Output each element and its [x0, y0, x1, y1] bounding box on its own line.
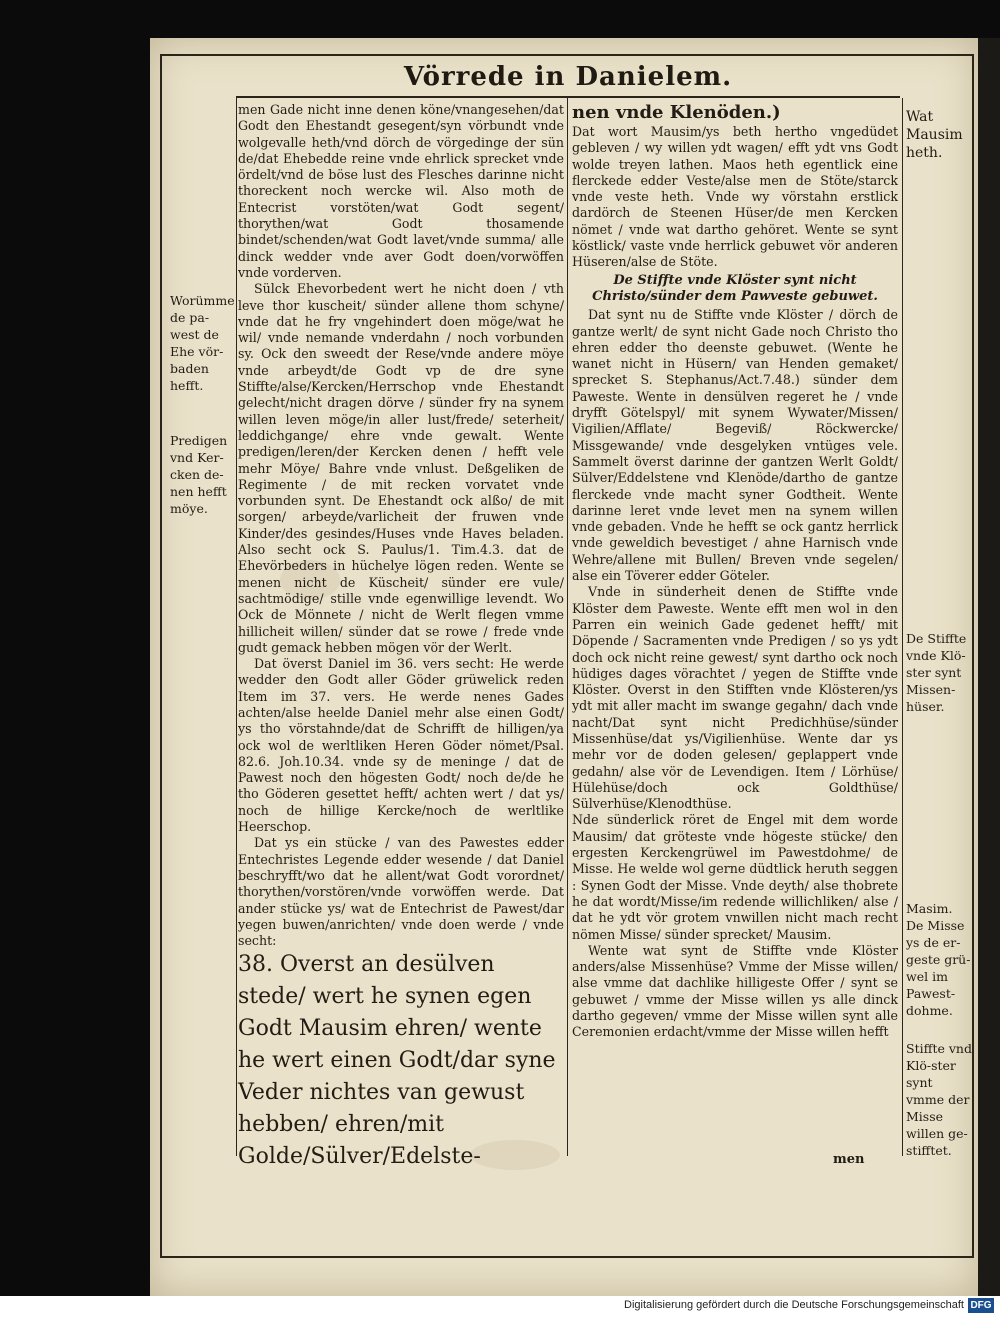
right-marginal-note: De Stiffte vnde Klö-ster synt Missen-hüser. — [906, 631, 967, 714]
right-paragraph-3: Vnde in sünderheit denen de Stiffte vnde Klöster dem Paweste. Wente efft men wol in den Parren ein weinich Gade gedenet hefft/ mit Döpende / Sacramenten vnde Predigen / so ys ydt doch ock nicht reine gewest/ synt dartho ock noch hüdiges dages vörachtet / yegen de Stiffte vnde Klöster. Overst in den Stifften vnde Klösteren/ys ydt mit aller macht im swange gegahn/ dach vnde nacht/Dat synt nicht Predichhüse/sünder Missenhüse/dat ys/Vigilienhüse. Wente dar ys mehr vor de doden gelesen/ geplappert vnde gedahn/ alse vör de Levendigen. Item / Lörhüse/ Hülehüse/doch ock Goldthüse/ Sülverhüse/Klenodthüse. — [572, 584, 898, 812]
catchword: men — [833, 1152, 865, 1167]
left-paragraph-3: Dat överst Daniel im 36. vers secht: He werde wedder den Godt aller Göder grüwelick reden Item im 37. vers. He werde nenes Gades achten/alse heelde Daniel mehr alse einen Godt/ ys tho vörstahnde/dat de Schrifft de hilligen/ya ock wol de werltliken Heren Göder nömet/Psal. 82.6. Joh.10.34. vnde sy de meninge / dat de Pawest noch den högesten Godt/ noch de/de he tho Göderen gesettet hefft/ achten wert / dat ys/ noch de hillige Kercke/noch de werltlike Heerschop. — [238, 656, 564, 835]
left-paragraph-1: men Gade nicht inne denen köne/vnangesehen/dat Godt den Ehestandt gesegent/syn vörbundt vnde wolgevalle heth/vnd dörch de vörgedinge der sün de/dat Ehebedde reine vnde ehrlick sprecket vnde ördelt/vnd de böse lust des Flesches darinne nicht thoreckent noch wercke wil. Also moth de Entecrist vorstöten/wat Godt segent/ thorythen/wat Godt thosamende bindet/schenden/wat Godt lavet/vnde summa/ alle dinck wedder vnde aver Godt doen/vorwöffen vnde vorderven. — [238, 102, 564, 280]
column-divider — [567, 98, 568, 1156]
left-marginal-note: Worümme de pa-west de Ehe vör-baden hefft. — [170, 293, 235, 393]
running-header-title: Vörrede in Danielem. — [403, 62, 733, 92]
footer-text: Digitalisierung gefördert durch die Deutsche Forschungsgemeinschaft — [624, 1299, 964, 1311]
right-paragraph-4: Nde sünderlick röret de Engel mit dem worde Mausim/ dat gröteste vnde högeste stücke/ den ergesten Kerckengrüwel im Pawestdohme/ de Misse. He welde wol gerne düdtlick heruth seggen : Synen Godt der Misse. Vnde deyth/ alse thobrete he dat wordt/Misse/im redende willichliken/ alse / dat he ydt vör grotem vnwillen nicht mach recht nömen Misse/ sünder sprecket/ Mausim. — [572, 812, 898, 942]
right-marginal-note: Masim. De Misse ys de er-geste grü-wel im Pawest-dohme. — [906, 901, 971, 1018]
left-margin-rule — [236, 98, 237, 1156]
section-heading: De Stiffte vnde Klöster synt nicht Christo/sünder dem Pawveste gebuwet. — [592, 272, 878, 304]
book-edge — [978, 38, 1000, 1296]
right-first-line: nen vnde Klenöden.) — [572, 102, 781, 123]
right-paragraph-2: Dat synt nu de Stiffte vnde Klöster / dörch de gantze werlt/ de synt nicht Gade noch Christo tho ehren edder tho deenste gebuwet. (Wente he wanet nicht in Hüsern/ van Henden gemaket/ sprecket S. Stephanus/Act.7.48.) sünder dem Paweste. Wente in densülven regeret he / vnde dryfft Götelspyl/ mit synem Wywater/Missen/ Vigilien/Afflate/ Begeviß/ Röckwercke/ Missgewande/ vnde desgelyken vntüges vele. Sammelt överst darinne der gantzen Werlt Goldt/ Sülver/Eddelstene vnd Klenöde/dartho de gantze flerckede vnde macht syner Godtheit. Wente darinne leret vnde levet men na synem willen vnde gebaden. Vnde he hefft se ock gantz herrlick vnde geweldich bevestiget / ahne Harnisch vnde Wehre/allene mit Bullen/ Breven vnde segelen/ alse ein Töverer edder Göteler. — [572, 307, 898, 584]
left-paragraph-2: Sülck Ehevorbedent wert he nicht doen / vth leve thor kuscheit/ sünder allene thom schyne/ vnde dat he fry vngehindert doen möge/wat he wil/ vnde nemande vnderdahn / noch vorbunden sy. Ock den sweedt der Rese/vnde andere möye vnde arbeydt/de Godt vp de dre syne Stiffte/alse/Kercken/Herrschop vnde Ehestandt gelecht/nicht dragen dörve / sünder fry na synem willen leven möge/in aller lust/frede/ seterheit/ leddichgange/ ehre vnde gewalt. Wente predigen/leren/der Kercken denen / hefft vele mehr Möye/ Bahre vnde vnlust. Deßgeliken de Regimente / de mit recken vorvatet vnde vorbunden synt. De Ehestandt ock alßo/ de mit sorgen/ arbeyde/varlicheit der fruwen vnde Kinder/des gesindes/Huses vnde Haves beladen. Also secht ock S. Paulus/1. Tim.4.3. dat de Ehevörbeders in hüchelye lögen reden. Wente se menen nicht de Küscheit/ sünder ere vule/ sachtmödige/ stille vnde egenwillige levendt. Wo Ock de Mönnete / nicht de Werlt flegen vmme hillicheit willen/ sünder dat se rowe / frede vnde gudt gemack hebben mögen vör der Werlt. — [238, 281, 564, 655]
digitization-footer — [0, 1296, 1000, 1317]
right-marginal-note: Stiffte vnd Klö-ster synt vmme der Misse willen ge-stifftet. — [906, 1041, 972, 1158]
right-paragraph-1: Dat wort Mausim/ys beth hertho vngedüdet gebleven / wy willen ydt wagen/ efft ydt vns Godt wolde treyen lathen. Maos heth egentlick eine flerckede edder Veste/alse men de Stöte/starck vnde veste heth. Vnde wy vörstahn erstlick dardörch de Steenen Hüser/de men Kercken nömet / vnde wat dartho gehöret. Wente se synt köstlick/ vaste vnde herrlick gebuwet vör anderen Hüseren/alse de Stöte. — [572, 124, 898, 270]
right-paragraph-5: Wente wat synt de Stiffte vnde Klöster anders/alse Missenhüse? Vmme der Misse willen/ alse vmme dat dachlike hilligeste Offer / synt se gebuwet / vmme der Misse willen ys alle dinck dartho gegeven/ vmme der Misse willen synt alle Ceremonien erdacht/vmme der Misse willen hefft — [572, 942, 898, 1040]
right-column — [572, 102, 898, 1041]
left-paragraph-4: Dat ys ein stücke / van des Pawestes edder Entechristes Legende edder wesende / dat Daniel beschryfft/wo dat he allent/wat Godt vorordnet/ thorythen/vorstören/vnde vorwöffen werde. Dat ander stücke ys/ wat de Entechrist de Pawest/dar yegen buwen/anrichten/ vnde doen werde / vnde secht: — [238, 835, 564, 949]
left-column — [238, 102, 564, 1173]
right-margin-rule — [902, 98, 903, 1156]
running-header — [236, 62, 900, 98]
right-marginal-note: Wat Mausim heth. — [906, 109, 963, 161]
dfg-logo: DFG — [968, 1298, 994, 1313]
verse-38: 38. Overst an desülven stede/ wert he synen egen Godt Mausim ehren/ wente he wert einen Godt/dar syne Veder nichtes van gewust hebben/ ehren/mit Golde/Sülver/Edelste- — [238, 952, 556, 1170]
left-marginal-note: Predigen vnd Ker-cken de-nen hefft möye. — [170, 433, 228, 516]
